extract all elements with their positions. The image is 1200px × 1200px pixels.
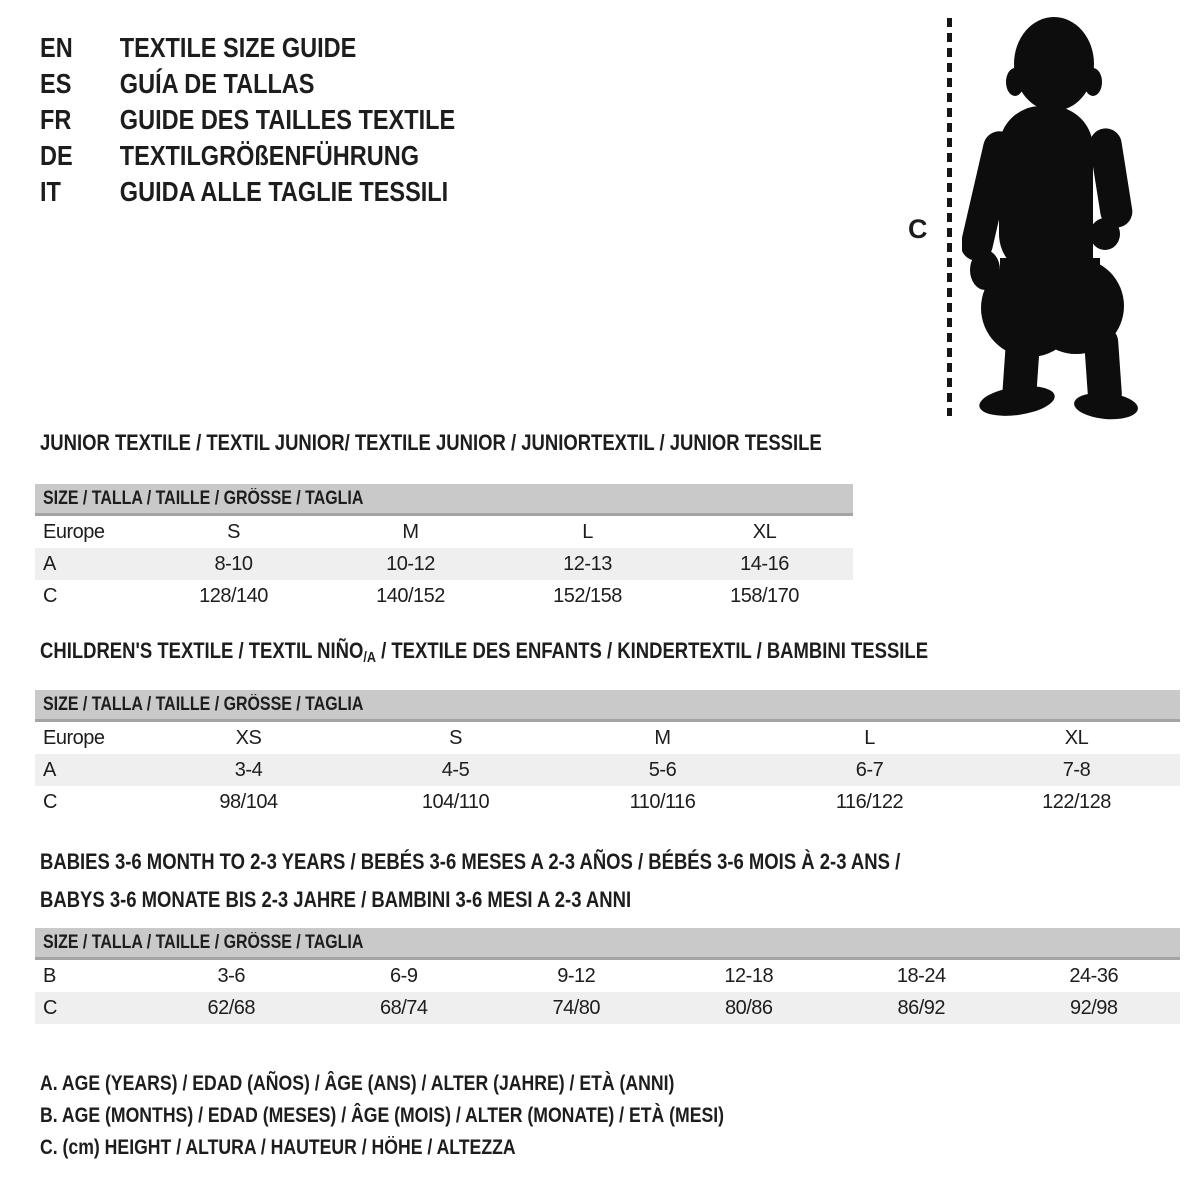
age-cell: 8-10	[214, 553, 253, 575]
height-cell: 98/104	[219, 791, 278, 813]
size-header-bar: SIZE / TALLA / TAILLE / GRÖSSE / TAGLIA	[35, 484, 853, 516]
children-size-table	[35, 690, 1180, 818]
legend-line-c: C. (cm) HEIGHT / ALTURA / HAUTEUR / HÖHE / ALTEZZA	[40, 1136, 516, 1159]
height-measure-label: C	[908, 214, 928, 244]
size-header-bar: SIZE / TALLA / TAILLE / GRÖSSE / TAGLIA	[35, 690, 1180, 722]
legend-line-a: A. AGE (YEARS) / EDAD (AÑOS) / ÂGE (ANS) / ALTER (JAHRE) / ETÀ (ANNI)	[40, 1072, 675, 1095]
size-cell: S	[449, 727, 462, 749]
lang-code: FR	[40, 104, 72, 135]
table-row	[35, 722, 1180, 754]
age-cell: 7-8	[1062, 759, 1091, 781]
row-label: A	[43, 553, 56, 575]
lang-row-en	[40, 30, 534, 66]
size-cell: M	[654, 727, 671, 749]
age-cell: 6-7	[855, 759, 884, 781]
age-cell: 10-12	[386, 553, 435, 575]
row-label: A	[43, 759, 56, 781]
lang-title: TEXTILGRÖßENFÜHRUNG	[119, 140, 420, 171]
row-label: Europe	[43, 727, 105, 749]
size-cell: S	[227, 521, 240, 543]
row-label: B	[43, 965, 56, 987]
height-cell: 110/116	[629, 791, 696, 813]
age-cell: 3-4	[234, 759, 263, 781]
age-cell: 24-36	[1069, 965, 1119, 987]
age-cell: 6-9	[390, 965, 418, 987]
babies-size-table	[35, 928, 1180, 1024]
table-row	[35, 754, 1180, 786]
size-cell: XL	[752, 521, 777, 543]
age-cell: 5-6	[648, 759, 677, 781]
height-cell: 152/158	[553, 585, 622, 607]
height-cell: 116/122	[835, 791, 904, 813]
row-label: Europe	[43, 521, 105, 543]
size-cell: L	[864, 727, 875, 749]
height-cell: 86/92	[897, 997, 946, 1019]
age-cell: 4-5	[441, 759, 470, 781]
legend-line-b: B. AGE (MONTHS) / EDAD (MESES) / ÂGE (MOIS) / ALTER (MONATE) / ETÀ (MESI)	[40, 1104, 725, 1127]
lang-title: GUIDA ALLE TAGLIE TESSILI	[119, 176, 449, 207]
height-cell: 68/74	[379, 997, 428, 1019]
height-cell: 80/86	[724, 997, 773, 1019]
row-label: C	[43, 791, 57, 813]
height-cell: 74/80	[552, 997, 601, 1019]
children-table-title: CHILDREN'S TEXTILE / TEXTIL NIÑO/A / TEXTILE DES ENFANTS / KINDERTEXTIL / BAMBINI TESSILE	[40, 638, 929, 666]
size-cell: M	[402, 521, 419, 543]
title-subscript: /A	[363, 649, 376, 666]
lang-code: DE	[40, 140, 73, 171]
height-cell: 158/170	[730, 585, 799, 607]
lang-title: GUÍA DE TALLAS	[119, 68, 315, 99]
row-label: C	[43, 997, 57, 1019]
height-cell: 104/110	[421, 791, 490, 813]
size-cell: XL	[1064, 727, 1089, 749]
lang-code: IT	[40, 176, 61, 207]
age-cell: 12-13	[563, 553, 612, 575]
lang-row-es	[40, 66, 534, 102]
height-measure-dashed-line	[947, 18, 952, 416]
lang-title: GUIDE DES TAILLES TEXTILE	[119, 104, 456, 135]
age-cell: 18-24	[896, 965, 946, 987]
age-cell: 12-18	[724, 965, 774, 987]
size-header-bar: SIZE / TALLA / TAILLE / GRÖSSE / TAGLIA	[35, 928, 1180, 960]
lang-title: TEXTILE SIZE GUIDE	[119, 32, 357, 63]
size-cell: XS	[235, 727, 262, 749]
age-cell: 3-6	[217, 965, 245, 987]
height-cell: 140/152	[376, 585, 445, 607]
row-label: C	[43, 585, 57, 607]
size-cell: L	[582, 521, 593, 543]
age-cell: 9-12	[557, 965, 596, 987]
age-cell: 14-16	[740, 553, 789, 575]
toddler-silhouette	[962, 8, 1138, 420]
lang-row-de	[40, 138, 534, 174]
table-row	[35, 960, 1180, 992]
babies-table-title: BABIES 3-6 MONTH TO 2-3 YEARS / BEBÉS 3-6 MESES A 2-3 AÑOS / BÉBÉS 3-6 MOIS À 2-3 ANS / BABYS 3-6 MONATE BIS 2-3 JAHRE / BAMBINI 3-6 MESI A 2-3 ANNI	[40, 849, 901, 912]
lang-row-fr	[40, 102, 534, 138]
junior-table-title: JUNIOR TEXTILE / TEXTIL JUNIOR/ TEXTILE JUNIOR / JUNIORTEXTIL / JUNIOR TESSILE	[40, 430, 822, 455]
table-row	[35, 992, 1180, 1024]
table-row	[35, 580, 853, 612]
table-row	[35, 786, 1180, 818]
height-cell: 62/68	[207, 997, 256, 1019]
junior-size-table	[35, 484, 853, 612]
lang-code: EN	[40, 32, 73, 63]
height-cell: 92/98	[1069, 997, 1118, 1019]
language-title-list	[40, 30, 534, 210]
lang-row-it	[40, 174, 534, 210]
table-row	[35, 548, 853, 580]
height-cell: 122/128	[1042, 791, 1111, 813]
height-cell: 128/140	[199, 585, 268, 607]
table-row	[35, 516, 853, 548]
legend	[40, 1068, 854, 1164]
lang-code: ES	[40, 68, 72, 99]
